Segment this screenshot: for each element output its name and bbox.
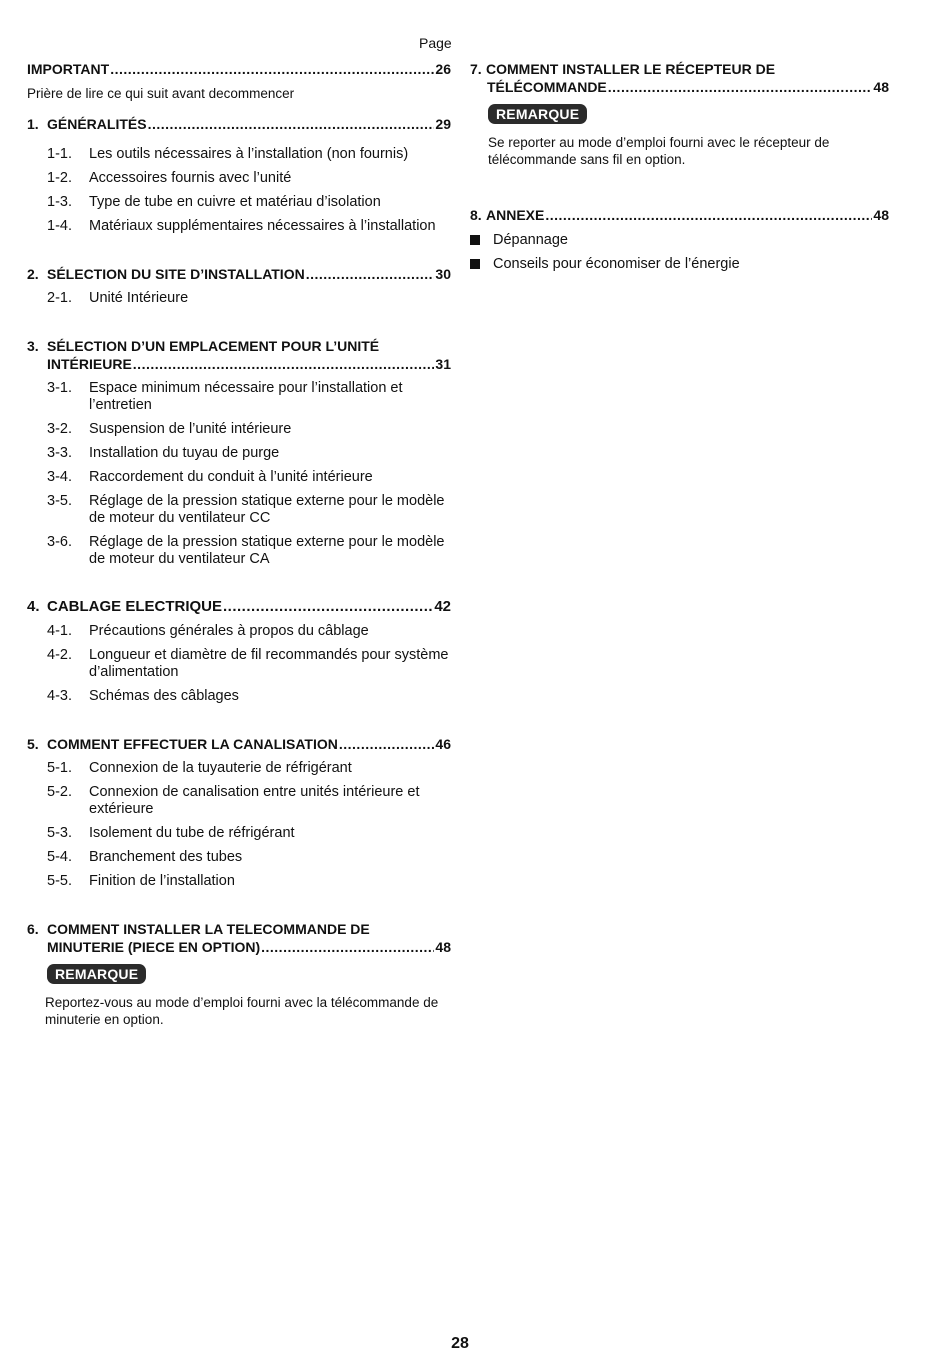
toc-title: SÉLECTION DU SITE D’INSTALLATION (47, 266, 305, 282)
toc-subentry[interactable] (27, 534, 451, 568)
toc-subentry[interactable] (27, 849, 451, 866)
toc-entry-important[interactable] (27, 60, 451, 78)
subentry-text: Les outils nécessaires à l’installation (non fournis) (89, 146, 409, 162)
subentry-text: Accessoires fournis avec l’unité (89, 170, 292, 186)
toc-entry-section-6[interactable] (27, 920, 451, 956)
toc-entry-section-8[interactable] (470, 206, 889, 224)
subentry-number: 3-2. (47, 421, 72, 437)
toc-page: 30 (435, 266, 451, 282)
leader-dots (608, 78, 873, 96)
toc-page: 26 (435, 61, 451, 77)
toc-subentry[interactable] (27, 170, 451, 187)
subentry-text: Schémas des câblages (89, 688, 239, 704)
toc-title-line2: MINUTERIE (PIECE EN OPTION) (47, 939, 261, 955)
toc-subentry[interactable] (27, 194, 451, 211)
subentry-number: 3-6. (47, 534, 72, 550)
bullet-text: Conseils pour économiser de l’énergie (493, 256, 740, 272)
toc-page: 48 (873, 79, 889, 95)
toc-left-column (27, 60, 451, 1028)
subentry-number: 2-1. (47, 290, 72, 306)
subentry-number: 5-2. (47, 784, 72, 800)
toc-title-line1: COMMENT INSTALLER LE RÉCEPTEUR DE (486, 61, 776, 77)
subentry-number: 5-5. (47, 873, 72, 889)
subentry-text: Unité Intérieure (89, 290, 189, 306)
section-number: 1. (27, 116, 39, 132)
page-number: 28 (451, 1335, 469, 1352)
bullet-text: Dépannage (493, 232, 568, 248)
toc-subentry[interactable] (27, 825, 451, 842)
toc-page: 48 (873, 207, 889, 223)
toc-entry-section-3[interactable] (27, 337, 451, 373)
leader-dots (545, 206, 872, 224)
subentry-text: Branchement des tubes (89, 849, 243, 865)
toc-subentry[interactable] (27, 784, 451, 818)
subentry-number: 5-4. (47, 849, 72, 865)
subentry-number: 1-3. (47, 194, 72, 210)
subentry-number: 3-4. (47, 469, 72, 485)
remarque-badge: REMARQUE (488, 104, 587, 124)
square-bullet-icon (470, 259, 480, 269)
subentry-number: 5-1. (47, 760, 72, 776)
remarque-badge: REMARQUE (47, 964, 146, 984)
toc-title: IMPORTANT (27, 61, 110, 77)
toc-title: COMMENT EFFECTUER LA CANALISATION (47, 736, 338, 752)
toc-title-line1: SÉLECTION D’UN EMPLACEMENT POUR L’UNITÉ (47, 338, 380, 354)
toc-page: 31 (435, 356, 451, 372)
subentry-text: Installation du tuyau de purge (89, 445, 280, 461)
toc-title: CABLAGE ELECTRIQUE (47, 598, 223, 615)
toc-subentry[interactable] (27, 146, 451, 163)
subentry-text: Suspension de l’unité intérieure (89, 421, 292, 437)
subentry-number: 4-2. (47, 647, 72, 663)
section-number: 6. (27, 921, 39, 937)
section-number: 2. (27, 266, 39, 282)
toc-title-line2: TÉLÉCOMMANDE (487, 79, 607, 95)
toc-page: 48 (435, 939, 451, 955)
leader-dots (110, 60, 434, 78)
important-note: Prière de lire ce qui suit avant decommencer (27, 86, 295, 101)
subentry-number: 1-4. (47, 218, 72, 234)
toc-subentry[interactable] (27, 688, 451, 705)
subentry-number: 1-2. (47, 170, 72, 186)
toc-subentry[interactable] (27, 493, 451, 527)
subentry-number: 3-3. (47, 445, 72, 461)
toc-subentry[interactable] (27, 421, 451, 438)
square-bullet-icon (470, 235, 480, 245)
toc-subentry[interactable] (27, 469, 451, 486)
section-number: 7. (470, 61, 482, 77)
page-column-label: Page (419, 35, 452, 51)
subentry-number: 4-3. (47, 688, 72, 704)
toc-entry-section-2[interactable] (27, 265, 451, 283)
subentry-text: Espace minimum nécessaire pour l’installation et l’entretien (89, 380, 403, 413)
subentry-number: 1-1. (47, 146, 72, 162)
subentry-text: Réglage de la pression statique externe pour le modèle de moteur du ventilateur CA (89, 534, 445, 567)
leader-dots (223, 598, 433, 616)
leader-dots (261, 938, 434, 956)
subentry-number: 3-5. (47, 493, 72, 509)
remarque-note: Se reporter au mode d’emploi fourni avec le récepteur de télécommande sans fil en option. (488, 135, 830, 167)
toc-subentry[interactable] (27, 445, 451, 462)
subentry-text: Longueur et diamètre de fil recommandés pour système d’alimentation (89, 647, 449, 680)
toc-subentry[interactable] (27, 218, 451, 235)
toc-entry-section-5[interactable] (27, 735, 451, 753)
toc-title: ANNEXE (486, 207, 545, 223)
subentry-text: Réglage de la pression statique externe pour le modèle de moteur du ventilateur CC (89, 493, 445, 526)
section-number: 4. (27, 598, 40, 615)
toc-page: 46 (435, 736, 451, 752)
toc-title-line1: COMMENT INSTALLER LA TELECOMMANDE DE (47, 921, 370, 937)
subentry-text: Type de tube en cuivre et matériau d’isolation (89, 194, 381, 210)
toc-subentry[interactable] (27, 380, 451, 414)
section-number: 5. (27, 736, 39, 752)
subentry-text: Raccordement du conduit à l’unité intérieure (89, 469, 373, 485)
subentry-text: Isolement du tube de réfrigérant (89, 825, 295, 841)
subentry-text: Connexion de canalisation entre unités intérieure et extérieure (89, 784, 420, 817)
section-number: 8. (470, 207, 482, 223)
toc-subentry[interactable] (27, 647, 451, 681)
leader-dots (339, 735, 435, 753)
subentry-text: Précautions générales à propos du câblage (89, 623, 369, 639)
toc-subentry[interactable] (27, 760, 451, 777)
toc-page: 29 (435, 116, 451, 132)
subentry-number: 5-3. (47, 825, 72, 841)
subentry-text: Finition de l’installation (89, 873, 235, 889)
toc-subentry[interactable] (27, 290, 451, 307)
section-number: 3. (27, 338, 39, 354)
toc-title-line2: INTÉRIEURE (47, 356, 132, 372)
remarque-note: Reportez-vous au mode d’emploi fourni avec la télécommande de minuterie en option. (45, 995, 439, 1027)
subentry-text: Matériaux supplémentaires nécessaires à l’installation (89, 218, 436, 234)
leader-dots (133, 355, 435, 373)
toc-title: GÉNÉRALITÉS (47, 116, 147, 132)
subentry-number: 3-1. (47, 380, 72, 396)
annexe-bullet-item[interactable] (470, 232, 889, 248)
leader-dots (148, 115, 435, 133)
toc-entry-section-7[interactable] (470, 60, 889, 96)
toc-entry-section-1[interactable] (27, 115, 451, 133)
toc-page: 42 (434, 598, 451, 615)
toc-right-column (470, 60, 889, 272)
leader-dots (306, 265, 435, 283)
toc-subentry[interactable] (27, 623, 451, 640)
annexe-bullet-item[interactable] (470, 256, 889, 272)
subentry-text: Connexion de la tuyauterie de réfrigérant (89, 760, 352, 776)
toc-entry-section-4[interactable] (27, 598, 451, 616)
subentry-number: 4-1. (47, 623, 72, 639)
toc-subentry[interactable] (27, 873, 451, 890)
